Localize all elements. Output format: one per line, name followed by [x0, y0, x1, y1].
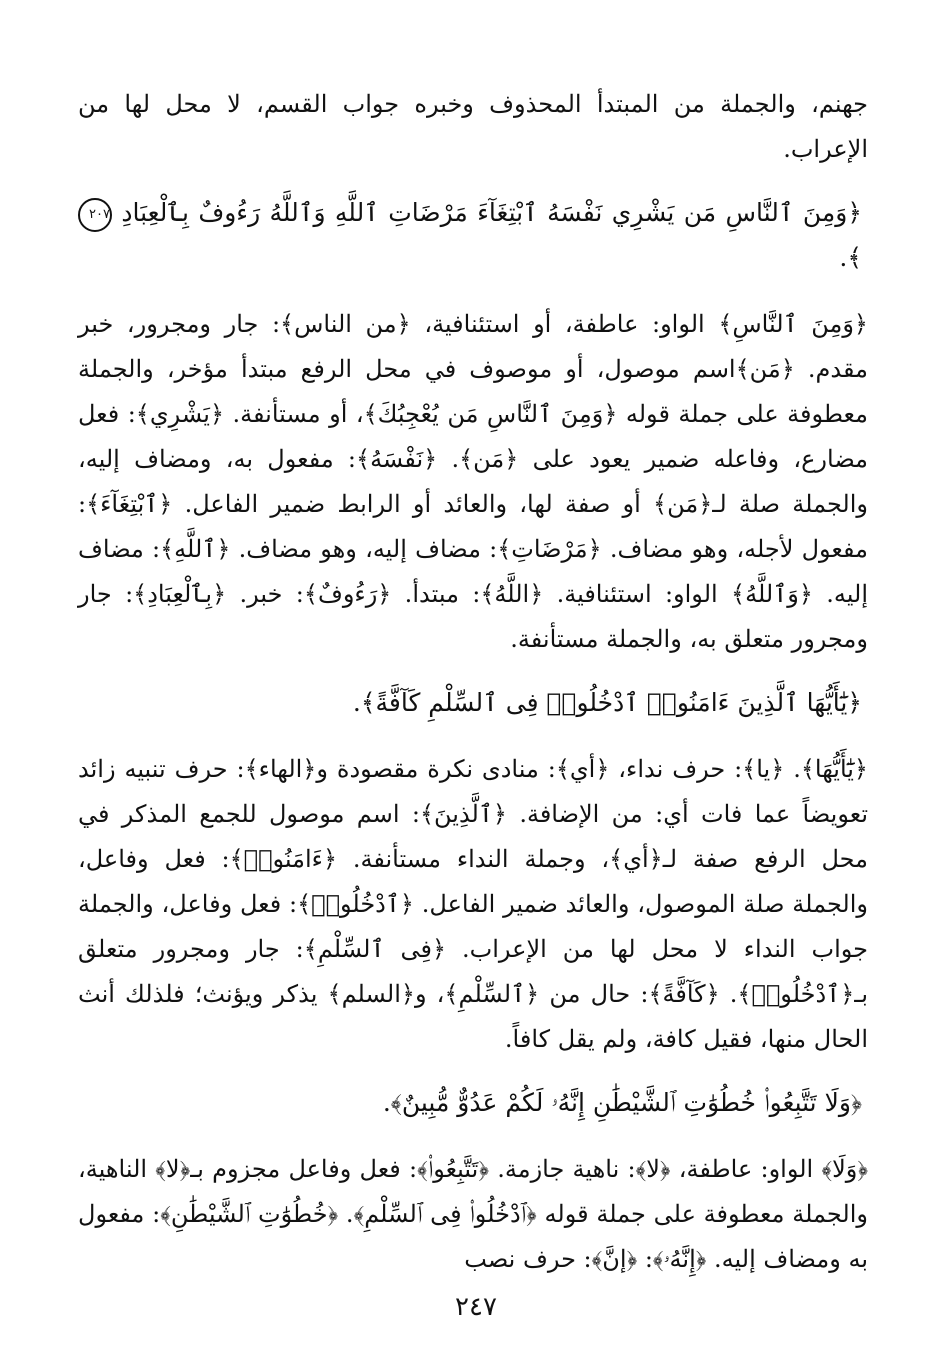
quran-verse-208-part2: ﴿وَلَا تَتَّبِعُوا۟ خُطُوَٰتِ ٱلشَّيْطَٰنِ إِنَّهُۥ لَكُمْ عَدُوٌّ مُّبِينٌ﴾. [382, 1088, 862, 1117]
verse-close: ﴾. [839, 243, 862, 272]
spacer [78, 725, 868, 747]
spacer [78, 1125, 868, 1147]
quran-verse-208-part1: ﴿يَٰٓأَيُّهَا ٱلَّذِينَ ءَامَنُوا۟ ٱدْخُلُوا۟ فِى ٱلسِّلْمِ كَآفَّةً﴾. [352, 688, 862, 717]
spacer [78, 172, 868, 190]
paragraph-irab-verse-207: ﴿وَمِنَ ٱلنَّاسِ﴾ الواو: عاطفة، أو استئنافية، ﴿من الناس﴾: جار ومجرور، خبر مقدم. ﴿مَن﴾اسم موصول، أو موصوف في محل الرفع مبتدأ مؤخر، والجملة معطوفة على جملة قوله ﴿وَمِنَ ٱلنَّاسِ مَن يُعْجِبُكَ﴾، أو مستأنفة. ﴿يَشْرِي﴾: فعل مضارع، وفاعله ضمير يعود على ﴿مَن﴾. ﴿نَفْسَهُ﴾: مفعول به، ومضاف إليه، والجملة صلة لـ﴿مَن﴾ أو صفة لها، والعائد أو الرابط ضمير الفاعل. ﴿ٱبْتِغَآءَ﴾: مفعول لأجله، وهو مضاف. ﴿مَرْضَاتِ﴾: مضاف إليه، وهو مضاف. ﴿ٱللَّهِ﴾: مضاف إليه. ﴿وَٱللَّهُ﴾ الواو: استئنافية. ﴿اللَّهُ﴾: مبتدأ. ﴿رَءُوفٌ﴾: خبر. ﴿بِٱلْعِبَادِ﴾: جار ومجرور متعلق به، والجملة مستأنفة. [78, 310, 869, 653]
paragraph-intro: جهنم، والجملة من المبتدأ المحذوف وخبره جواب القسم، لا محل لها من الإعراب. [78, 90, 868, 163]
spacer [78, 280, 868, 302]
verse-text: ﴿وَمِنَ ٱلنَّاسِ مَن يَشْرِي نَفْسَهُ ٱبْتِغَآءَ مَرْضَاتِ ٱللَّهِ وَٱللَّهُ رَءُوفٌ بِٱلْعِبَادِ [121, 198, 862, 227]
quran-verse-207 [78, 190, 868, 280]
paragraph-irab-verse-208-part1: ﴿يَٰٓأَيُّهَا﴾. ﴿يا﴾: حرف نداء، ﴿أي﴾: منادى نكرة مقصودة و﴿الهاء﴾: حرف تنبيه زائد تعويضاً عما فات أي: من الإضافة. ﴿ٱلَّذِينَ﴾: اسم موصول للجمع المذكر في محل الرفع صفة لـ﴿أي﴾، وجملة النداء مستأنفة. ﴿ءَامَنُوا۟﴾: فعل وفاعل، والجملة صلة الموصول، والعائد ضمير الفاعل. ﴿ٱدْخُلُوا۟﴾: فعل وفاعل، والجملة جواب النداء لا محل لها من الإعراب. ﴿فِى ٱلسِّلْمِ﴾: جار ومجرور متعلق بـ﴿ٱدْخُلُوا۟﴾. ﴿كَآفَّةً﴾: حال من ﴿ٱلسِّلْمِ﴾، و﴿السلم﴾ يذكر ويؤنث؛ فلذلك أنث الحال منها، فقيل كافة، ولم يقل كافاً. [78, 755, 869, 1053]
spacer [78, 662, 868, 680]
page-number: ٢٤٧ [455, 1292, 497, 1322]
paragraph-irab-verse-208-part2: ﴿وَلَا﴾ الواو: عاطفة، ﴿لا﴾: ناهية جازمة. ﴿تَتَّبِعُوا۟﴾: فعل وفاعل مجزوم بـ﴿لا﴾ الناهية، والجملة معطوفة على جملة قوله ﴿ٱدْخُلُوا۟ فِى ٱلسِّلْمِ﴾. ﴿خُطُوَٰتِ ٱلشَّيْطَٰنِ﴾: مفعول به ومضاف إليه. ﴿إِنَّهُۥ﴾: ﴿إنَّ﴾: حرف نصب [78, 1155, 868, 1273]
page-body [78, 82, 868, 1282]
ayah-number-marker: ٢٠٧ [78, 198, 112, 232]
spacer [78, 1062, 868, 1080]
